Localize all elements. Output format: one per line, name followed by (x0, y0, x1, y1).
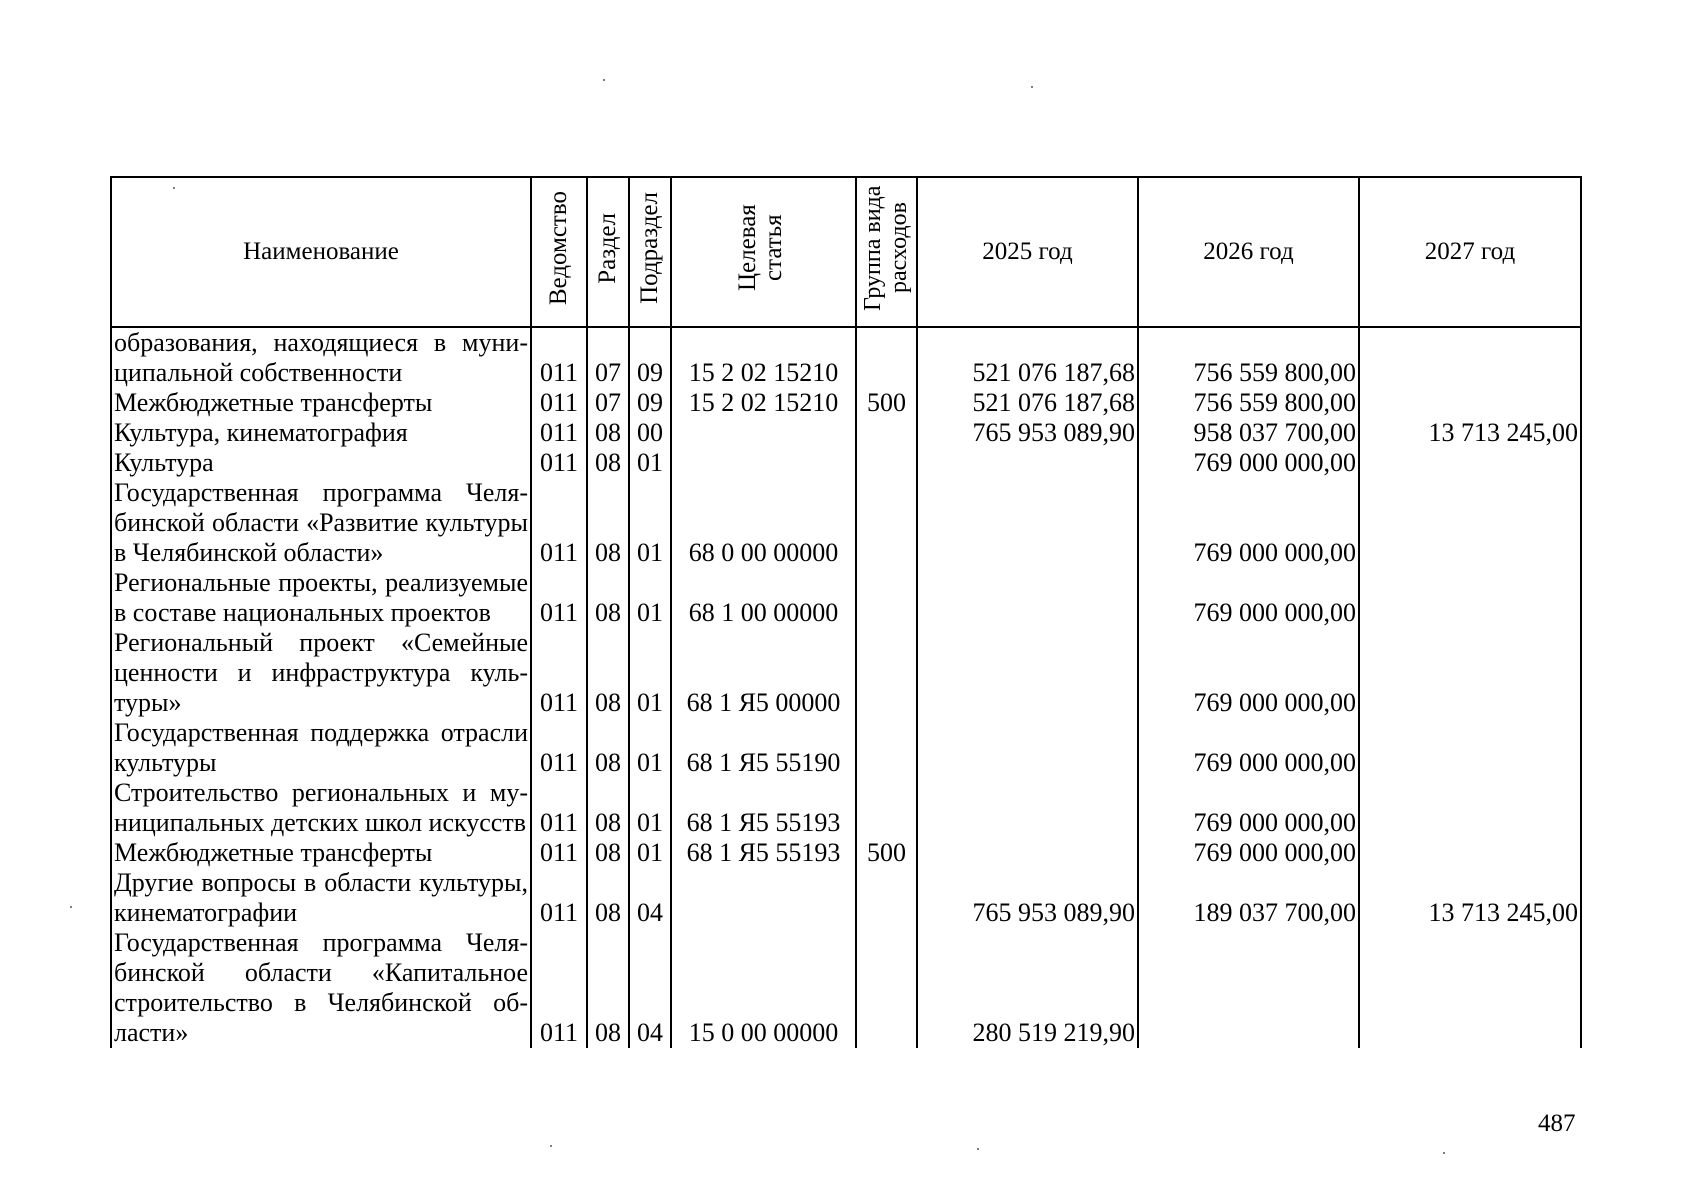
table-row (111, 327, 1581, 388)
row-2027 (1359, 778, 1581, 838)
row-name: образования, находящиеся в муниципальной собственности (111, 327, 531, 388)
table-row (111, 838, 1581, 868)
header-razdel: Раздел (587, 177, 629, 327)
row-podrazdel: 09 (629, 388, 671, 418)
header-2026: 2026 год (1138, 177, 1359, 327)
row-2027 (1359, 568, 1581, 628)
header-gruppa-vida-rashodov: Группа вида расходов (856, 177, 917, 327)
row-gruppa (856, 628, 917, 718)
row-tselevaya-statya: 68 1 Я5 55193 (671, 838, 856, 868)
row-vedomstvo: 011 (531, 568, 587, 628)
row-gruppa (856, 778, 917, 838)
row-razdel: 08 (587, 568, 629, 628)
row-podrazdel: 01 (629, 478, 671, 568)
row-vedomstvo: 011 (531, 928, 587, 1048)
row-vedomstvo: 011 (531, 448, 587, 478)
row-podrazdel: 01 (629, 568, 671, 628)
row-2025: 765 953 089,90 (917, 418, 1138, 448)
row-name: Межбюджетные трансферты (111, 838, 531, 868)
row-gruppa (856, 868, 917, 928)
row-2025 (917, 478, 1138, 568)
row-podrazdel: 04 (629, 928, 671, 1048)
table-row (111, 928, 1581, 1048)
row-2026: 769 000 000,00 (1138, 628, 1359, 718)
row-tselevaya-statya: 15 2 02 15210 (671, 388, 856, 418)
scan-speck (603, 79, 605, 81)
row-2027 (1359, 838, 1581, 868)
row-2027 (1359, 628, 1581, 718)
row-vedomstvo: 011 (531, 478, 587, 568)
table-row (111, 628, 1581, 718)
row-gruppa: 500 (856, 388, 917, 418)
row-name: Культура (111, 448, 531, 478)
table-row (111, 568, 1581, 628)
row-2026: 769 000 000,00 (1138, 718, 1359, 778)
row-podrazdel: 04 (629, 868, 671, 928)
header-vedomstvo: Ведомство (531, 177, 587, 327)
row-name: Региональный проект «Семейные ценности и инфраструктура культуры» (111, 628, 531, 718)
row-2025 (917, 448, 1138, 478)
row-vedomstvo: 011 (531, 868, 587, 928)
row-2026: 189 037 700,00 (1138, 868, 1359, 928)
row-2025 (917, 778, 1138, 838)
row-tselevaya-statya: 15 0 00 00000 (671, 928, 856, 1048)
header-tselevaya-statya: Целевая статья (671, 177, 856, 327)
row-2027 (1359, 928, 1581, 1048)
row-razdel: 08 (587, 868, 629, 928)
row-2027 (1359, 478, 1581, 568)
row-2026: 756 559 800,00 (1138, 388, 1359, 418)
row-2026: 958 037 700,00 (1138, 418, 1359, 448)
row-2026: 756 559 800,00 (1138, 327, 1359, 388)
row-razdel: 08 (587, 478, 629, 568)
row-gruppa (856, 418, 917, 448)
row-tselevaya-statya: 68 0 00 00000 (671, 478, 856, 568)
row-2025 (917, 628, 1138, 718)
row-podrazdel: 01 (629, 838, 671, 868)
row-2025 (917, 718, 1138, 778)
row-2025: 765 953 089,90 (917, 868, 1138, 928)
row-2025: 521 076 187,68 (917, 327, 1138, 388)
row-gruppa (856, 478, 917, 568)
row-gruppa: 500 (856, 838, 917, 868)
row-2027 (1359, 327, 1581, 388)
row-podrazdel: 00 (629, 418, 671, 448)
row-razdel: 08 (587, 718, 629, 778)
row-gruppa (856, 568, 917, 628)
row-vedomstvo: 011 (531, 628, 587, 718)
row-name: Региональные проекты, реализуемые в составе национальных проектов (111, 568, 531, 628)
row-2026: 769 000 000,00 (1138, 838, 1359, 868)
row-razdel: 08 (587, 928, 629, 1048)
row-name: Государственная программа Челябинской области «Капитальное строительство в Челябинской области» (111, 928, 531, 1048)
row-2027 (1359, 718, 1581, 778)
row-tselevaya-statya: 68 1 Я5 00000 (671, 628, 856, 718)
row-2027: 13 713 245,00 (1359, 418, 1581, 448)
row-2026: 769 000 000,00 (1138, 778, 1359, 838)
row-podrazdel: 01 (629, 718, 671, 778)
row-vedomstvo: 011 (531, 838, 587, 868)
table-row (111, 388, 1581, 418)
row-2025 (917, 568, 1138, 628)
scan-speck (70, 906, 72, 908)
row-2025: 521 076 187,68 (917, 388, 1138, 418)
row-razdel: 08 (587, 448, 629, 478)
header-row (111, 177, 1581, 327)
row-podrazdel: 09 (629, 327, 671, 388)
row-vedomstvo: 011 (531, 418, 587, 448)
page-number: 487 (1538, 1110, 1576, 1137)
table-row (111, 478, 1581, 568)
table-row (111, 778, 1581, 838)
row-name: Государственная программа Челябинской области «Развитие культуры в Челябинской области» (111, 478, 531, 568)
row-2026 (1138, 928, 1359, 1048)
row-tselevaya-statya (671, 448, 856, 478)
row-razdel: 08 (587, 838, 629, 868)
row-razdel: 07 (587, 388, 629, 418)
row-tselevaya-statya: 68 1 Я5 55190 (671, 718, 856, 778)
row-2025 (917, 838, 1138, 868)
row-razdel: 08 (587, 418, 629, 448)
table-row (111, 868, 1581, 928)
row-gruppa (856, 327, 917, 388)
budget-table (110, 176, 1582, 1048)
row-vedomstvo: 011 (531, 778, 587, 838)
row-tselevaya-statya (671, 418, 856, 448)
scan-speck (977, 1148, 979, 1150)
header-2025: 2025 год (917, 177, 1138, 327)
header-podrazdel: Подраздел (629, 177, 671, 327)
scan-speck (550, 1145, 552, 1147)
header-2027: 2027 год (1359, 177, 1581, 327)
row-2026: 769 000 000,00 (1138, 448, 1359, 478)
scan-speck (1031, 86, 1033, 88)
row-name: Культура, кинематография (111, 418, 531, 448)
row-gruppa (856, 448, 917, 478)
row-name: Другие вопросы в области культуры, кинематографии (111, 868, 531, 928)
row-2026: 769 000 000,00 (1138, 568, 1359, 628)
row-vedomstvo: 011 (531, 327, 587, 388)
row-podrazdel: 01 (629, 778, 671, 838)
row-2025: 280 519 219,90 (917, 928, 1138, 1048)
row-razdel: 08 (587, 778, 629, 838)
row-razdel: 08 (587, 628, 629, 718)
row-gruppa (856, 718, 917, 778)
row-name: Государственная поддержка отрасли культуры (111, 718, 531, 778)
row-tselevaya-statya: 15 2 02 15210 (671, 327, 856, 388)
row-podrazdel: 01 (629, 628, 671, 718)
header-name: Наименование (111, 177, 531, 327)
row-2027: 13 713 245,00 (1359, 868, 1581, 928)
row-razdel: 07 (587, 327, 629, 388)
scan-speck (1443, 1152, 1445, 1154)
row-gruppa (856, 928, 917, 1048)
row-tselevaya-statya: 68 1 Я5 55193 (671, 778, 856, 838)
row-name: Межбюджетные трансферты (111, 388, 531, 418)
row-2027 (1359, 388, 1581, 418)
table-row (111, 418, 1581, 448)
row-vedomstvo: 011 (531, 718, 587, 778)
row-name: Строительство региональных и муниципальных детских школ искусств (111, 778, 531, 838)
table-row (111, 718, 1581, 778)
row-podrazdel: 01 (629, 448, 671, 478)
row-tselevaya-statya: 68 1 00 00000 (671, 568, 856, 628)
table-row (111, 448, 1581, 478)
row-tselevaya-statya (671, 868, 856, 928)
row-2026: 769 000 000,00 (1138, 478, 1359, 568)
row-vedomstvo: 011 (531, 388, 587, 418)
row-2027 (1359, 448, 1581, 478)
